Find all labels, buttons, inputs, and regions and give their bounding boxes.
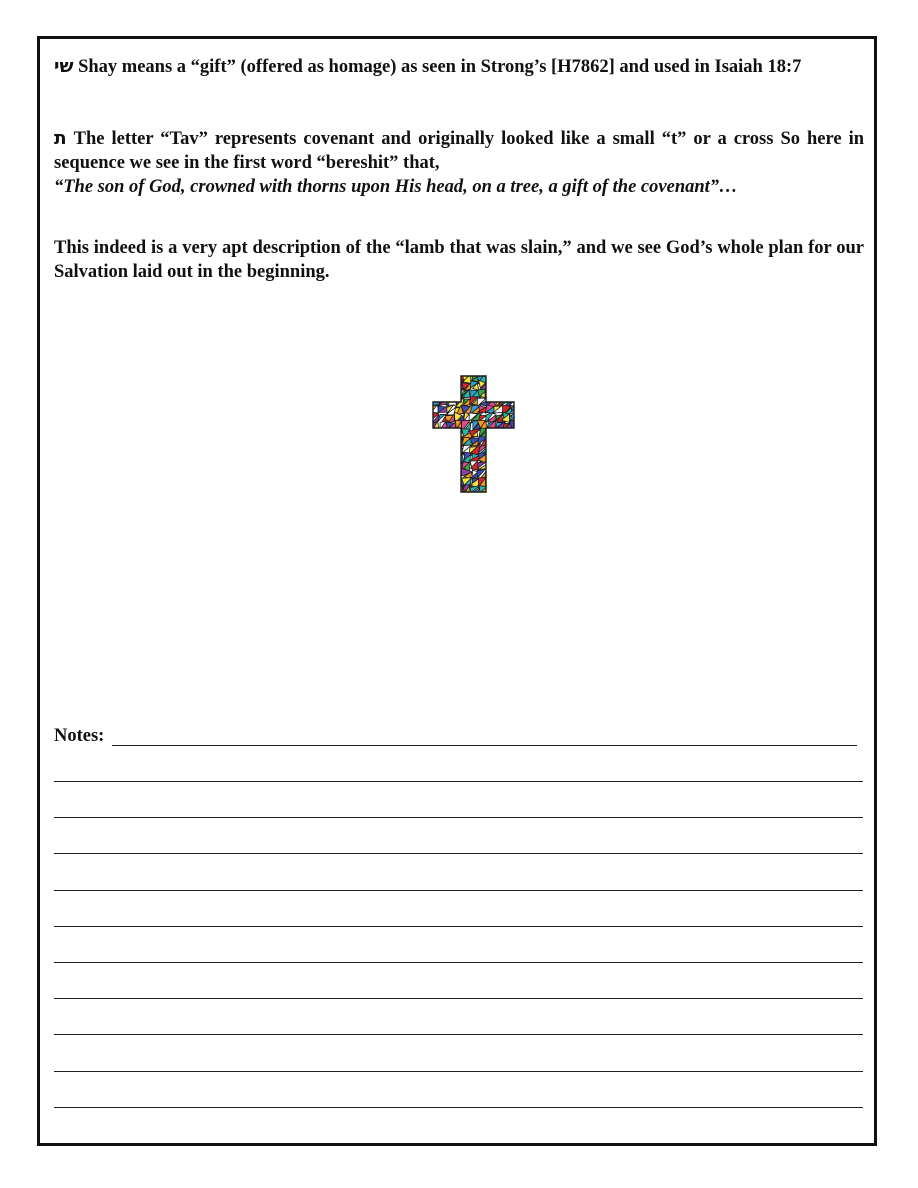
notes-line[interactable] — [54, 1107, 863, 1108]
glass-tile — [509, 374, 516, 384]
glass-tile — [503, 374, 512, 382]
glass-tile — [431, 431, 440, 438]
glass-tile — [510, 431, 516, 437]
glass-tile — [496, 436, 502, 446]
glass-tile — [512, 462, 516, 470]
glass-tile — [438, 462, 447, 470]
hebrew-tav: ת — [54, 128, 67, 149]
glass-tile — [431, 486, 440, 494]
cross-graphic — [431, 374, 516, 494]
tav-quote: “The son of God, crowned with thorns upon His head, on a tree, a gift of the covenant”… — [54, 177, 738, 197]
glass-tile — [505, 429, 512, 438]
glass-tile — [453, 389, 461, 397]
glass-tile — [432, 382, 439, 392]
glass-tile — [488, 428, 497, 439]
glass-tile — [439, 374, 448, 382]
glass-tile — [432, 452, 441, 464]
glass-tile — [503, 382, 509, 391]
glass-tile — [431, 463, 440, 471]
glass-tile — [489, 478, 496, 485]
glass-tile — [502, 453, 511, 463]
glass-tile — [510, 476, 516, 486]
glass-tile — [509, 454, 516, 462]
glass-tile — [438, 477, 448, 485]
glass-tile — [502, 461, 512, 472]
glass-tile — [493, 429, 502, 437]
glass-tile — [438, 437, 445, 446]
glass-tile — [496, 444, 505, 456]
glass-tile — [502, 437, 511, 446]
glass-tile — [511, 383, 516, 388]
glass-tile — [431, 389, 439, 398]
glass-tile — [503, 437, 510, 445]
glass-tile — [509, 485, 516, 494]
glass-tile — [510, 470, 516, 480]
glass-tile — [512, 437, 516, 444]
glass-tile — [447, 480, 456, 486]
glass-tile — [440, 384, 449, 392]
glass-tile — [494, 389, 505, 398]
glass-tile — [431, 470, 440, 478]
glass-tile — [439, 388, 448, 398]
glass-tile — [439, 388, 445, 396]
glass-tile — [493, 470, 505, 479]
glass-tile — [438, 462, 446, 471]
glass-tile — [445, 382, 456, 391]
glass-tile — [486, 468, 495, 477]
glass-tile — [493, 484, 503, 494]
glass-tile — [510, 445, 516, 454]
glass-tile — [488, 374, 496, 383]
glass-tile — [439, 484, 449, 494]
notes-line[interactable] — [54, 926, 863, 927]
glass-tile — [446, 430, 457, 438]
glass-tile — [505, 429, 513, 436]
glass-tile — [447, 437, 457, 447]
glass-tile — [488, 461, 497, 471]
glass-tile — [431, 382, 439, 392]
notes-line[interactable] — [54, 853, 863, 854]
glass-tile — [487, 390, 495, 399]
glass-tile — [494, 454, 505, 461]
glass-tile — [445, 429, 453, 436]
glass-tile — [445, 462, 457, 471]
glass-tile — [432, 437, 440, 445]
glass-tile — [502, 374, 513, 380]
notes-line[interactable] — [54, 962, 863, 963]
glass-tile — [487, 439, 493, 448]
glass-tile — [432, 469, 441, 478]
glass-tile — [447, 392, 455, 398]
glass-tile — [509, 396, 516, 406]
glass-tile — [510, 429, 516, 440]
glass-tile — [509, 381, 516, 389]
glass-tile — [485, 444, 495, 452]
glass-tile — [501, 390, 510, 397]
glass-tile — [445, 462, 454, 469]
glass-tile — [445, 452, 456, 461]
glass-tile — [446, 487, 456, 493]
glass-tile — [509, 439, 516, 447]
glass-tile — [504, 485, 513, 494]
shay-text: Shay means a “gift” (offered as homage) as seen in Strong’s [H7862] and used in Isaiah 18:7 — [73, 57, 802, 77]
glass-tile — [488, 444, 496, 455]
stained-glass-cross-icon — [431, 374, 516, 494]
glass-tile — [431, 388, 439, 396]
glass-tile — [501, 382, 511, 389]
glass-tile — [494, 374, 502, 383]
page-border — [37, 36, 877, 1146]
glass-tile — [495, 478, 504, 486]
glass-tile — [440, 452, 448, 464]
notes-line[interactable] — [54, 998, 863, 999]
glass-tile — [486, 453, 494, 461]
tav-paragraph — [54, 127, 864, 199]
glass-tile — [431, 455, 439, 463]
glass-tile — [488, 484, 496, 494]
glass-tile — [487, 460, 497, 469]
notes-line[interactable] — [54, 1071, 863, 1072]
notes-line[interactable] — [54, 890, 863, 891]
glass-tile — [445, 477, 454, 487]
notes-line[interactable] — [54, 1034, 863, 1035]
glass-tile — [439, 382, 449, 391]
glass-tile — [494, 463, 504, 469]
glass-tile — [495, 439, 503, 446]
conclusion-paragraph: This indeed is a very apt description of the “lamb that was slain,” and we see God’s whole plan for our Salvation laid out in the beginning. — [54, 238, 864, 282]
glass-tile — [431, 488, 441, 494]
glass-tile — [447, 446, 455, 454]
glass-tile — [446, 374, 456, 384]
tav-text: The letter “Tav” represents covenant and originally looked like a small “t” or a cross So here in sequence we see in the first word “bereshit” that, — [54, 129, 864, 173]
glass-tile — [503, 470, 510, 479]
glass-tile — [511, 488, 516, 494]
glass-tile — [432, 461, 440, 471]
glass-tile — [446, 374, 456, 383]
glass-tile — [445, 470, 457, 480]
glass-tile — [439, 477, 449, 488]
glass-tile — [487, 478, 495, 488]
glass-tile — [501, 388, 511, 400]
glass-tile — [511, 447, 516, 455]
glass-tile — [446, 447, 456, 453]
glass-tile — [432, 438, 439, 448]
glass-tile — [446, 485, 457, 494]
glass-tile — [487, 486, 495, 494]
glass-tile — [512, 388, 516, 399]
glass-tile — [493, 487, 503, 493]
glass-tile — [437, 374, 448, 384]
glass-tile — [446, 453, 456, 463]
glass-tile — [494, 374, 504, 382]
glass-tile — [501, 447, 512, 455]
notes-line[interactable] — [54, 817, 863, 818]
glass-tile — [503, 462, 512, 469]
glass-tile — [510, 391, 516, 398]
glass-tile — [493, 453, 504, 464]
glass-tile — [487, 381, 493, 392]
glass-tile — [496, 428, 502, 439]
glass-tile — [503, 477, 512, 484]
glass-tile — [437, 431, 446, 436]
glass-tile — [494, 468, 504, 478]
glass-tile — [488, 472, 496, 479]
glass-tile — [494, 381, 504, 391]
shay-paragraph — [54, 55, 864, 79]
glass-tile — [486, 436, 496, 447]
glass-tile — [503, 477, 513, 488]
glass-tile — [446, 469, 453, 476]
glass-tile — [431, 376, 439, 384]
glass-tile — [509, 463, 516, 469]
glass-tile — [431, 477, 437, 484]
glass-tile — [438, 430, 447, 439]
glass-tile — [504, 487, 512, 494]
glass-tile — [487, 374, 493, 381]
glass-tile — [439, 469, 447, 477]
glass-tile — [495, 460, 503, 471]
glass-tile — [487, 429, 493, 438]
glass-tile — [439, 444, 447, 454]
glass-tile — [511, 469, 516, 479]
glass-tile — [437, 484, 446, 493]
glass-tile — [495, 391, 505, 399]
glass-tile — [497, 382, 502, 390]
glass-tile — [431, 431, 438, 437]
glass-tile — [446, 437, 454, 447]
glass-tile — [503, 472, 512, 480]
glass-tile — [439, 471, 449, 478]
glass-tile — [446, 388, 457, 399]
glass-tile — [486, 452, 495, 464]
notes-label: Notes: — [54, 726, 105, 746]
glass-tile — [438, 438, 447, 447]
hebrew-shay: שי — [54, 56, 74, 77]
glass-tile — [438, 455, 448, 461]
glass-tile — [431, 374, 437, 382]
glass-tile — [503, 452, 510, 462]
notes-line[interactable] — [112, 745, 857, 746]
glass-tile — [431, 444, 441, 453]
glass-tile — [503, 446, 511, 456]
glass-tile — [448, 382, 456, 392]
glass-tile — [437, 447, 448, 454]
notes-line[interactable] — [54, 781, 863, 782]
glass-tile — [493, 445, 505, 454]
glass-tile — [496, 477, 503, 486]
glass-tile — [431, 478, 439, 488]
glass-tile — [432, 446, 441, 454]
glass-tile — [488, 384, 494, 390]
glass-tile — [447, 397, 457, 405]
glass-tile — [510, 476, 516, 487]
glass-tile — [511, 375, 516, 383]
glass-tile — [510, 453, 516, 463]
